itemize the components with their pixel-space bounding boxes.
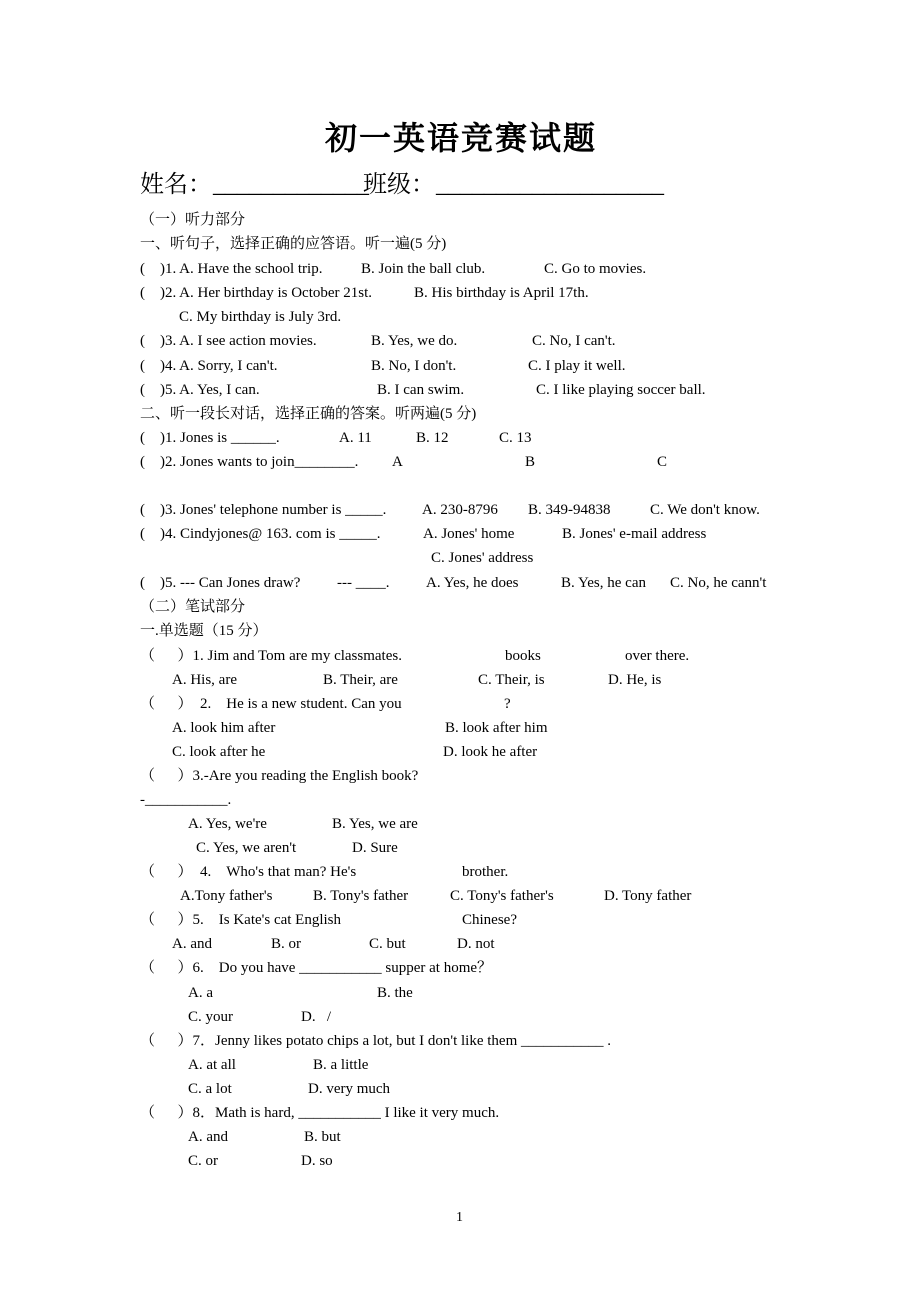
option-b: B. I can swim.	[377, 382, 465, 398]
question-text: （ ）6. Do you have ___________ supper at home？	[140, 960, 493, 976]
question-text-part: books	[505, 648, 541, 664]
question-text-part: -___________.	[140, 792, 232, 808]
class-label: 班级：	[363, 172, 435, 198]
option-d: D. very much	[308, 1081, 391, 1097]
option-a: A. Yes, he does	[426, 575, 519, 591]
option-c: C. Tony's father's	[450, 888, 554, 904]
question-text: （ ）8．Math is hard, ___________ I like it very much.	[140, 1105, 500, 1121]
question-text: （ ）1. Jim and Tom are my classmates.	[140, 648, 402, 664]
option-b: B	[525, 454, 536, 470]
question-text: ( )3. Jones' telephone number is _____.	[140, 502, 387, 518]
option-a: A. 230-8796	[422, 502, 498, 518]
option-a: A. a	[188, 985, 213, 1001]
option-d: D. Sure	[352, 840, 398, 856]
name-label: 姓名：	[140, 172, 212, 198]
option-b: B. or	[271, 936, 301, 952]
question-text: ( )4. Cindyjones@ 163. com is _____.	[140, 526, 381, 542]
option-c: C. No, he cann't	[670, 575, 767, 591]
option-b: B. Yes, he can	[561, 575, 646, 591]
option-b: B. a little	[313, 1057, 369, 1073]
written-heading: （二）笔试部分	[140, 599, 246, 615]
name-blank: _____________	[213, 172, 369, 198]
option-d: D. He, is	[608, 672, 662, 688]
page-number: 1	[456, 1210, 463, 1225]
option-c: C. No, I can't.	[532, 333, 616, 349]
option-c: C. Jones' address	[431, 550, 534, 566]
option-c: C. I play it well.	[528, 358, 626, 374]
option-c: C. or	[188, 1153, 218, 1169]
option-a: A. look him after	[172, 720, 276, 736]
option-a: A	[392, 454, 403, 470]
option-a: A. at all	[188, 1057, 236, 1073]
option-a: A. Yes, we're	[188, 816, 267, 832]
option-b: B. 12	[416, 430, 449, 446]
option-c: C. Yes, we aren't	[196, 840, 297, 856]
question-text: ( )1. A. Have the school trip.	[140, 261, 323, 277]
question-text: ( )3. A. I see action movies.	[140, 333, 317, 349]
option-c: C. a lot	[188, 1081, 232, 1097]
question-text: ( )4. A. Sorry, I can't.	[140, 358, 278, 374]
option-d: D. Tony father	[604, 888, 692, 904]
question-text: ( )2. A. Her birthday is October 21st.	[140, 285, 373, 301]
option-b: B. look after him	[445, 720, 548, 736]
listening-heading: （一）听力部分	[140, 212, 246, 228]
option-b: B. the	[377, 985, 413, 1001]
written-sec1-heading: 一.单选题（15 分）	[140, 623, 268, 639]
question-text: （ ） 2. He is a new student. Can you	[140, 696, 402, 712]
option-c: C. Go to movies.	[544, 261, 647, 277]
page-title: 初一英语竞赛试题	[325, 120, 598, 156]
option-b: B. Yes, we do.	[371, 333, 458, 349]
question-text: ( )2. Jones wants to join________.	[140, 454, 359, 470]
option-b: B. His birthday is April 17th.	[414, 285, 589, 301]
option-c: C. but	[369, 936, 406, 952]
question-text: ( )1. Jones is ______.	[140, 430, 280, 446]
option-b: B. but	[304, 1129, 341, 1145]
listening-sec1-heading: 一、听句子，选择正确的应答语。听一遍(5 分)	[140, 236, 447, 252]
option-a: A. 11	[339, 430, 372, 446]
option-c: C. look after he	[172, 744, 266, 760]
option-c: C. Their, is	[478, 672, 545, 688]
option-b: B. Yes, we are	[332, 816, 418, 832]
question-text-part: ?	[504, 696, 511, 712]
question-text: ( )5. --- Can Jones draw?	[140, 575, 301, 591]
question-text: （ ） 4. Who's that man? He's	[140, 864, 357, 880]
option-a: A. Jones' home	[423, 526, 515, 542]
option-c: C. your	[188, 1009, 233, 1025]
question-answer-blank: --- ____.	[337, 575, 390, 591]
question-text: （ ）7．Jenny likes potato chips a lot, but I don't like them ___________ .	[140, 1033, 611, 1049]
question-text-part: over there.	[625, 648, 690, 664]
option-c: C. 13	[499, 430, 532, 446]
option-c: C. We don't know.	[650, 502, 760, 518]
class-blank: ___________________	[436, 172, 664, 198]
question-text: （ ）3.-Are you reading the English book?	[140, 768, 419, 784]
option-b: B. Jones' e-mail address	[562, 526, 707, 542]
option-c: C. My birthday is July 3rd.	[179, 309, 342, 325]
option-d: D. /	[301, 1009, 331, 1025]
option-a: A. and	[172, 936, 212, 952]
option-b: B. 349-94838	[528, 502, 611, 518]
question-text: ( )5. A. Yes, I can.	[140, 382, 260, 398]
option-b: B. Tony's father	[313, 888, 409, 904]
option-b: B. Join the ball club.	[361, 261, 486, 277]
question-text-part: brother.	[462, 864, 509, 880]
option-a: A.Tony father's	[180, 888, 273, 904]
option-a: A. His, are	[172, 672, 237, 688]
option-d: D. so	[301, 1153, 333, 1169]
option-c: C	[657, 454, 668, 470]
option-d: D. not	[457, 936, 495, 952]
question-text-part: Chinese?	[462, 912, 517, 928]
option-c: C. I like playing soccer ball.	[536, 382, 706, 398]
option-d: D. look he after	[443, 744, 538, 760]
listening-sec2-heading: 二、听一段长对话，选择正确的答案。听两遍(5 分)	[140, 406, 477, 422]
question-text: （ ）5. Is Kate's cat English	[140, 912, 342, 928]
option-b: B. Their, are	[323, 672, 398, 688]
option-b: B. No, I don't.	[371, 358, 457, 374]
option-a: A. and	[188, 1129, 228, 1145]
